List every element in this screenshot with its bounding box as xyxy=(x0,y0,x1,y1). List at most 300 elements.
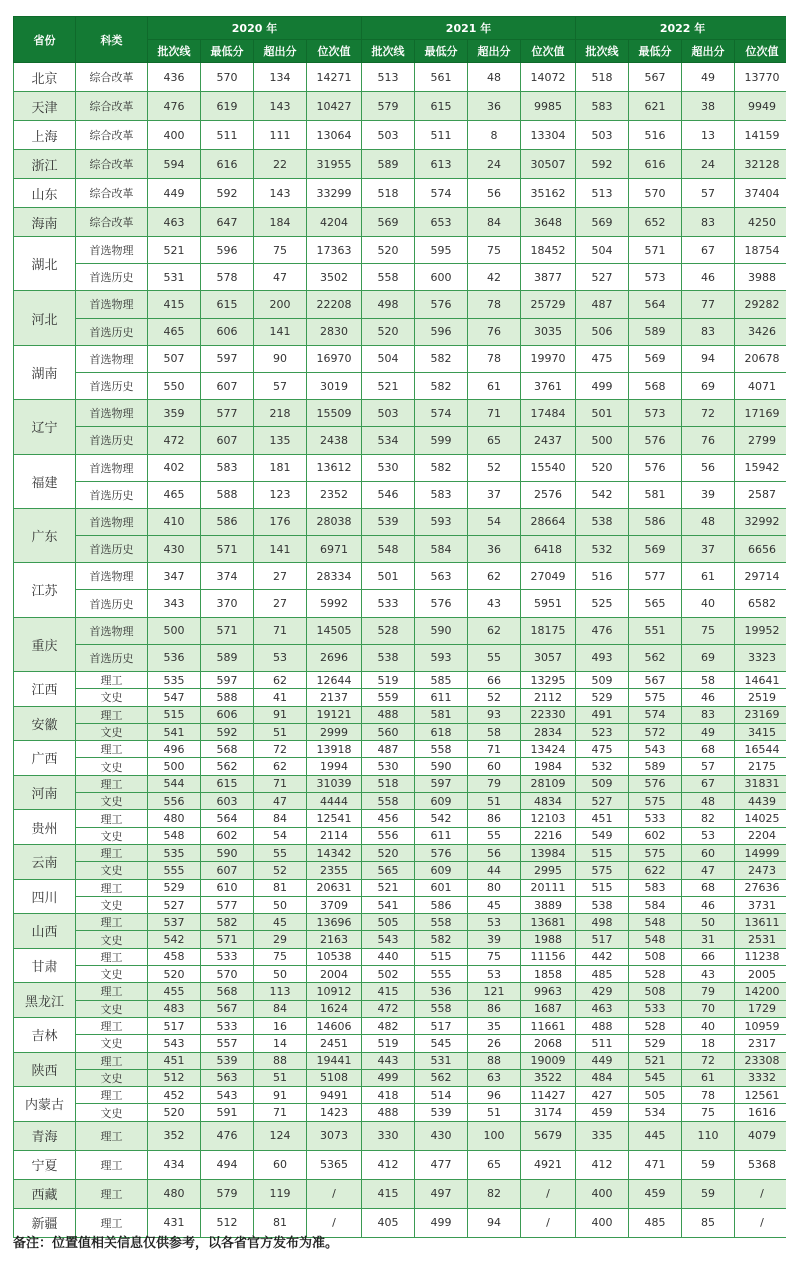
value-cell: 19009 xyxy=(521,1052,576,1069)
value-cell: 2519 xyxy=(735,689,786,706)
value-cell: 499 xyxy=(362,1069,415,1086)
value-cell: 476 xyxy=(201,1121,254,1150)
value-cell: 609 xyxy=(415,793,468,810)
subject-cell: 综合改革 xyxy=(76,179,148,208)
value-cell: 72 xyxy=(682,1052,735,1069)
subject-cell: 首选历史 xyxy=(76,264,148,291)
value-cell: 596 xyxy=(415,318,468,345)
table-row xyxy=(14,1179,786,1208)
value-cell: 32992 xyxy=(735,508,786,535)
value-cell: 571 xyxy=(629,237,682,264)
province-cell: 上海 xyxy=(14,121,76,150)
value-cell: 2473 xyxy=(735,862,786,879)
value-cell: 42 xyxy=(468,264,521,291)
value-cell: 558 xyxy=(415,914,468,931)
table-row xyxy=(14,1104,786,1121)
value-cell: 520 xyxy=(148,966,201,983)
value-cell: 2352 xyxy=(307,481,362,508)
value-cell: 569 xyxy=(629,536,682,563)
value-cell: 472 xyxy=(148,427,201,454)
province-cell: 江西 xyxy=(14,672,76,707)
value-cell: 93 xyxy=(468,706,521,723)
value-cell: 560 xyxy=(362,723,415,740)
value-cell: 51 xyxy=(254,723,307,740)
value-cell: 487 xyxy=(576,291,629,318)
value-cell: 532 xyxy=(576,536,629,563)
value-cell: 576 xyxy=(629,775,682,792)
value-cell: 547 xyxy=(148,689,201,706)
value-cell: 488 xyxy=(576,1017,629,1034)
subject-cell: 文史 xyxy=(76,1104,148,1121)
subject-cell: 文史 xyxy=(76,966,148,983)
value-cell: 14025 xyxy=(735,810,786,827)
value-cell: 13770 xyxy=(735,63,786,92)
subject-cell: 综合改革 xyxy=(76,150,148,179)
value-cell: 43 xyxy=(682,966,735,983)
value-cell: 2799 xyxy=(735,427,786,454)
value-cell: 3709 xyxy=(307,896,362,913)
value-cell: 530 xyxy=(362,454,415,481)
value-cell: 443 xyxy=(362,1052,415,1069)
province-cell: 云南 xyxy=(14,844,76,879)
table-row xyxy=(14,1017,786,1034)
value-cell: 485 xyxy=(576,966,629,983)
province-cell: 重庆 xyxy=(14,617,76,671)
value-cell: 519 xyxy=(362,672,415,689)
value-cell: 76 xyxy=(468,318,521,345)
province-cell: 湖北 xyxy=(14,237,76,291)
value-cell: 14999 xyxy=(735,844,786,861)
subject-cell: 首选物理 xyxy=(76,563,148,590)
value-cell: 29282 xyxy=(735,291,786,318)
value-cell: 562 xyxy=(415,1069,468,1086)
value-cell: 586 xyxy=(201,508,254,535)
value-cell: 615 xyxy=(415,92,468,121)
value-cell: 352 xyxy=(148,1121,201,1150)
value-cell: 14342 xyxy=(307,844,362,861)
value-cell: 23169 xyxy=(735,706,786,723)
header-province: 省份 xyxy=(14,17,76,63)
value-cell: 563 xyxy=(415,563,468,590)
value-cell: 539 xyxy=(362,508,415,535)
subject-cell: 理工 xyxy=(76,1052,148,1069)
value-cell: 528 xyxy=(362,617,415,644)
value-cell: 535 xyxy=(148,672,201,689)
value-cell: 520 xyxy=(362,318,415,345)
value-cell: 176 xyxy=(254,508,307,535)
value-cell: 82 xyxy=(468,1179,521,1208)
value-cell: 515 xyxy=(576,844,629,861)
value-cell: 27 xyxy=(254,563,307,590)
value-cell: 528 xyxy=(629,966,682,983)
value-cell: 75 xyxy=(468,948,521,965)
value-cell: 66 xyxy=(468,672,521,689)
value-cell: 58 xyxy=(682,672,735,689)
value-cell: 16970 xyxy=(307,345,362,372)
subject-cell: 理工 xyxy=(76,810,148,827)
value-cell: 482 xyxy=(362,1017,415,1034)
value-cell: 539 xyxy=(201,1052,254,1069)
value-cell: 451 xyxy=(148,1052,201,1069)
value-cell: 567 xyxy=(201,1000,254,1017)
subject-cell: 文史 xyxy=(76,896,148,913)
value-cell: 520 xyxy=(362,844,415,861)
value-cell: 652 xyxy=(629,208,682,237)
value-cell: 3731 xyxy=(735,896,786,913)
value-cell: 562 xyxy=(201,758,254,775)
value-cell: 22208 xyxy=(307,291,362,318)
value-cell: 61 xyxy=(682,1069,735,1086)
value-cell: 514 xyxy=(415,1087,468,1104)
province-cell: 新疆 xyxy=(14,1208,76,1237)
value-cell: 558 xyxy=(362,793,415,810)
value-cell: 27049 xyxy=(521,563,576,590)
value-cell: 582 xyxy=(415,454,468,481)
value-cell: 3988 xyxy=(735,264,786,291)
value-cell: 564 xyxy=(629,291,682,318)
value-cell: 47 xyxy=(682,862,735,879)
value-cell: 512 xyxy=(201,1208,254,1237)
value-cell: 559 xyxy=(362,689,415,706)
value-cell: 586 xyxy=(629,508,682,535)
subject-cell: 首选历史 xyxy=(76,481,148,508)
value-cell: 577 xyxy=(629,563,682,590)
value-cell: 79 xyxy=(468,775,521,792)
value-cell: 611 xyxy=(415,689,468,706)
value-cell: 536 xyxy=(415,983,468,1000)
value-cell: 589 xyxy=(362,150,415,179)
value-cell: 82 xyxy=(682,810,735,827)
value-cell: 515 xyxy=(576,879,629,896)
value-cell: 343 xyxy=(148,590,201,617)
value-cell: 11427 xyxy=(521,1087,576,1104)
value-cell: 35 xyxy=(468,1017,521,1034)
province-cell: 河南 xyxy=(14,775,76,810)
value-cell: / xyxy=(521,1179,576,1208)
value-cell: 429 xyxy=(576,983,629,1000)
value-cell: 434 xyxy=(148,1150,201,1179)
province-cell: 黑龙江 xyxy=(14,983,76,1018)
value-cell: 618 xyxy=(415,723,468,740)
value-cell: 56 xyxy=(468,179,521,208)
value-cell: 12541 xyxy=(307,810,362,827)
value-cell: 551 xyxy=(629,617,682,644)
value-cell: 2531 xyxy=(735,931,786,948)
value-cell: 517 xyxy=(576,931,629,948)
value-cell: 475 xyxy=(576,345,629,372)
value-cell: 515 xyxy=(148,706,201,723)
value-cell: 532 xyxy=(576,758,629,775)
value-cell: 48 xyxy=(468,63,521,92)
value-cell: 562 xyxy=(629,644,682,671)
value-cell: 135 xyxy=(254,427,307,454)
value-cell: 61 xyxy=(468,372,521,399)
value-cell: 579 xyxy=(201,1179,254,1208)
value-cell: 575 xyxy=(576,862,629,879)
value-cell: 9985 xyxy=(521,92,576,121)
value-cell: 538 xyxy=(576,896,629,913)
value-cell: 38 xyxy=(682,92,735,121)
value-cell: 6971 xyxy=(307,536,362,563)
value-cell: 48 xyxy=(682,793,735,810)
value-cell: 529 xyxy=(148,879,201,896)
table-row xyxy=(14,931,786,948)
value-cell: 2830 xyxy=(307,318,362,345)
value-cell: 53 xyxy=(468,914,521,931)
value-cell: 71 xyxy=(254,775,307,792)
table-row xyxy=(14,1087,786,1104)
value-cell: 569 xyxy=(576,208,629,237)
value-cell: 539 xyxy=(415,1104,468,1121)
value-cell: 647 xyxy=(201,208,254,237)
value-cell: 37 xyxy=(682,536,735,563)
value-cell: 62 xyxy=(254,672,307,689)
value-cell: 593 xyxy=(415,644,468,671)
subject-cell: 文史 xyxy=(76,827,148,844)
value-cell: 499 xyxy=(415,1208,468,1237)
value-cell: 611 xyxy=(415,827,468,844)
value-cell: 518 xyxy=(362,775,415,792)
value-cell: 504 xyxy=(362,345,415,372)
subject-cell: 首选物理 xyxy=(76,454,148,481)
value-cell: 616 xyxy=(629,150,682,179)
value-cell: 571 xyxy=(201,617,254,644)
value-cell: 65 xyxy=(468,427,521,454)
value-cell: 2005 xyxy=(735,966,786,983)
value-cell: 2068 xyxy=(521,1035,576,1052)
value-cell: 516 xyxy=(576,563,629,590)
value-cell: 595 xyxy=(415,237,468,264)
value-cell: 505 xyxy=(629,1087,682,1104)
subject-cell: 综合改革 xyxy=(76,121,148,150)
value-cell: 548 xyxy=(629,931,682,948)
value-cell: 2999 xyxy=(307,723,362,740)
value-cell: 576 xyxy=(415,291,468,318)
province-cell: 安徽 xyxy=(14,706,76,741)
subject-cell: 理工 xyxy=(76,914,148,931)
value-cell: 449 xyxy=(148,179,201,208)
header-subject: 科类 xyxy=(76,17,148,63)
subject-cell: 首选历史 xyxy=(76,427,148,454)
value-cell: 548 xyxy=(148,827,201,844)
value-cell: 573 xyxy=(629,400,682,427)
value-cell: 3019 xyxy=(307,372,362,399)
value-cell: 69 xyxy=(682,372,735,399)
province-cell: 江苏 xyxy=(14,563,76,617)
value-cell: 56 xyxy=(468,844,521,861)
value-cell: 533 xyxy=(201,948,254,965)
value-cell: 28038 xyxy=(307,508,362,535)
value-cell: 582 xyxy=(415,931,468,948)
value-cell: 5992 xyxy=(307,590,362,617)
table-row xyxy=(14,827,786,844)
province-cell: 山东 xyxy=(14,179,76,208)
table-row xyxy=(14,741,786,758)
value-cell: 11156 xyxy=(521,948,576,965)
value-cell: 498 xyxy=(576,914,629,931)
value-cell: 81 xyxy=(254,1208,307,1237)
value-cell: 534 xyxy=(362,427,415,454)
value-cell: 501 xyxy=(362,563,415,590)
value-cell: 533 xyxy=(362,590,415,617)
value-cell: 476 xyxy=(148,92,201,121)
header-min-score: 最低分 xyxy=(201,40,254,63)
subject-cell: 理工 xyxy=(76,844,148,861)
value-cell: 412 xyxy=(576,1150,629,1179)
value-cell: 59 xyxy=(682,1150,735,1179)
value-cell: 4834 xyxy=(521,793,576,810)
subject-cell: 文史 xyxy=(76,931,148,948)
value-cell: 483 xyxy=(148,1000,201,1017)
value-cell: 588 xyxy=(201,481,254,508)
value-cell: 488 xyxy=(362,1104,415,1121)
value-cell: 541 xyxy=(362,896,415,913)
value-cell: 615 xyxy=(201,291,254,318)
value-cell: / xyxy=(307,1179,362,1208)
value-cell: 23308 xyxy=(735,1052,786,1069)
value-cell: 51 xyxy=(468,1104,521,1121)
value-cell: 546 xyxy=(362,481,415,508)
value-cell: 2004 xyxy=(307,966,362,983)
value-cell: 544 xyxy=(148,775,201,792)
value-cell: 558 xyxy=(362,264,415,291)
value-cell: 1729 xyxy=(735,1000,786,1017)
value-cell: 520 xyxy=(362,237,415,264)
value-cell: 545 xyxy=(629,1069,682,1086)
value-cell: 493 xyxy=(576,644,629,671)
value-cell: 582 xyxy=(415,345,468,372)
value-cell: 6418 xyxy=(521,536,576,563)
table-row xyxy=(14,672,786,689)
value-cell: 91 xyxy=(254,1087,307,1104)
value-cell: 84 xyxy=(254,810,307,827)
value-cell: 2438 xyxy=(307,427,362,454)
value-cell: 531 xyxy=(148,264,201,291)
value-cell: 557 xyxy=(201,1035,254,1052)
value-cell: 589 xyxy=(629,758,682,775)
value-cell: 94 xyxy=(682,345,735,372)
value-cell: 607 xyxy=(201,372,254,399)
value-cell: 570 xyxy=(201,63,254,92)
value-cell: 511 xyxy=(201,121,254,150)
value-cell: 218 xyxy=(254,400,307,427)
value-cell: 20631 xyxy=(307,879,362,896)
value-cell: 41 xyxy=(254,689,307,706)
value-cell: 427 xyxy=(576,1087,629,1104)
table-row xyxy=(14,536,786,563)
value-cell: 537 xyxy=(148,914,201,931)
value-cell: 543 xyxy=(629,741,682,758)
value-cell: 517 xyxy=(148,1017,201,1034)
province-cell: 广西 xyxy=(14,741,76,776)
value-cell: 36 xyxy=(468,536,521,563)
subject-cell: 理工 xyxy=(76,948,148,965)
value-cell: 607 xyxy=(201,427,254,454)
value-cell: 567 xyxy=(629,63,682,92)
value-cell: 83 xyxy=(682,318,735,345)
province-cell: 内蒙古 xyxy=(14,1087,76,1122)
subject-cell: 理工 xyxy=(76,672,148,689)
value-cell: 54 xyxy=(468,508,521,535)
value-cell: 3415 xyxy=(735,723,786,740)
value-cell: 83 xyxy=(682,208,735,237)
province-cell: 海南 xyxy=(14,208,76,237)
value-cell: 491 xyxy=(576,706,629,723)
table-row xyxy=(14,879,786,896)
value-cell: 13295 xyxy=(521,672,576,689)
value-cell: 3889 xyxy=(521,896,576,913)
value-cell: 1988 xyxy=(521,931,576,948)
value-cell: 13611 xyxy=(735,914,786,931)
value-cell: 536 xyxy=(148,644,201,671)
value-cell: 13 xyxy=(682,121,735,150)
value-cell: 50 xyxy=(682,914,735,931)
value-cell: 567 xyxy=(629,672,682,689)
value-cell: 17363 xyxy=(307,237,362,264)
value-cell: 67 xyxy=(682,237,735,264)
value-cell: 22330 xyxy=(521,706,576,723)
value-cell: 84 xyxy=(254,1000,307,1017)
value-cell: 521 xyxy=(362,372,415,399)
value-cell: 26 xyxy=(468,1035,521,1052)
value-cell: 2696 xyxy=(307,644,362,671)
province-cell: 辽宁 xyxy=(14,400,76,454)
value-cell: 521 xyxy=(362,879,415,896)
value-cell: 14159 xyxy=(735,121,786,150)
value-cell: 571 xyxy=(201,536,254,563)
value-cell: 80 xyxy=(468,879,521,896)
value-cell: 543 xyxy=(201,1087,254,1104)
value-cell: 17484 xyxy=(521,400,576,427)
value-cell: 2112 xyxy=(521,689,576,706)
value-cell: 75 xyxy=(254,948,307,965)
value-cell: / xyxy=(521,1208,576,1237)
value-cell: 590 xyxy=(415,617,468,644)
value-cell: 597 xyxy=(201,345,254,372)
value-cell: 81 xyxy=(254,879,307,896)
value-cell: 542 xyxy=(415,810,468,827)
value-cell: 402 xyxy=(148,454,201,481)
value-cell: 521 xyxy=(148,237,201,264)
value-cell: 60 xyxy=(254,1150,307,1179)
value-cell: 9491 xyxy=(307,1087,362,1104)
value-cell: 13918 xyxy=(307,741,362,758)
value-cell: 459 xyxy=(576,1104,629,1121)
value-cell: 124 xyxy=(254,1121,307,1150)
subject-cell: 理工 xyxy=(76,1150,148,1179)
value-cell: 72 xyxy=(682,400,735,427)
value-cell: 10538 xyxy=(307,948,362,965)
table-row xyxy=(14,427,786,454)
value-cell: 330 xyxy=(362,1121,415,1150)
table-row xyxy=(14,345,786,372)
subject-cell: 理工 xyxy=(76,1208,148,1237)
value-cell: 14505 xyxy=(307,617,362,644)
value-cell: 78 xyxy=(468,291,521,318)
value-cell: 19441 xyxy=(307,1052,362,1069)
value-cell: 39 xyxy=(468,931,521,948)
value-cell: 78 xyxy=(682,1087,735,1104)
table-row xyxy=(14,844,786,861)
province-cell: 甘肃 xyxy=(14,948,76,983)
value-cell: 1994 xyxy=(307,758,362,775)
value-cell: 583 xyxy=(415,481,468,508)
value-cell: 84 xyxy=(468,208,521,237)
value-cell: 575 xyxy=(629,844,682,861)
value-cell: 11661 xyxy=(521,1017,576,1034)
value-cell: 18754 xyxy=(735,237,786,264)
value-cell: 57 xyxy=(254,372,307,399)
